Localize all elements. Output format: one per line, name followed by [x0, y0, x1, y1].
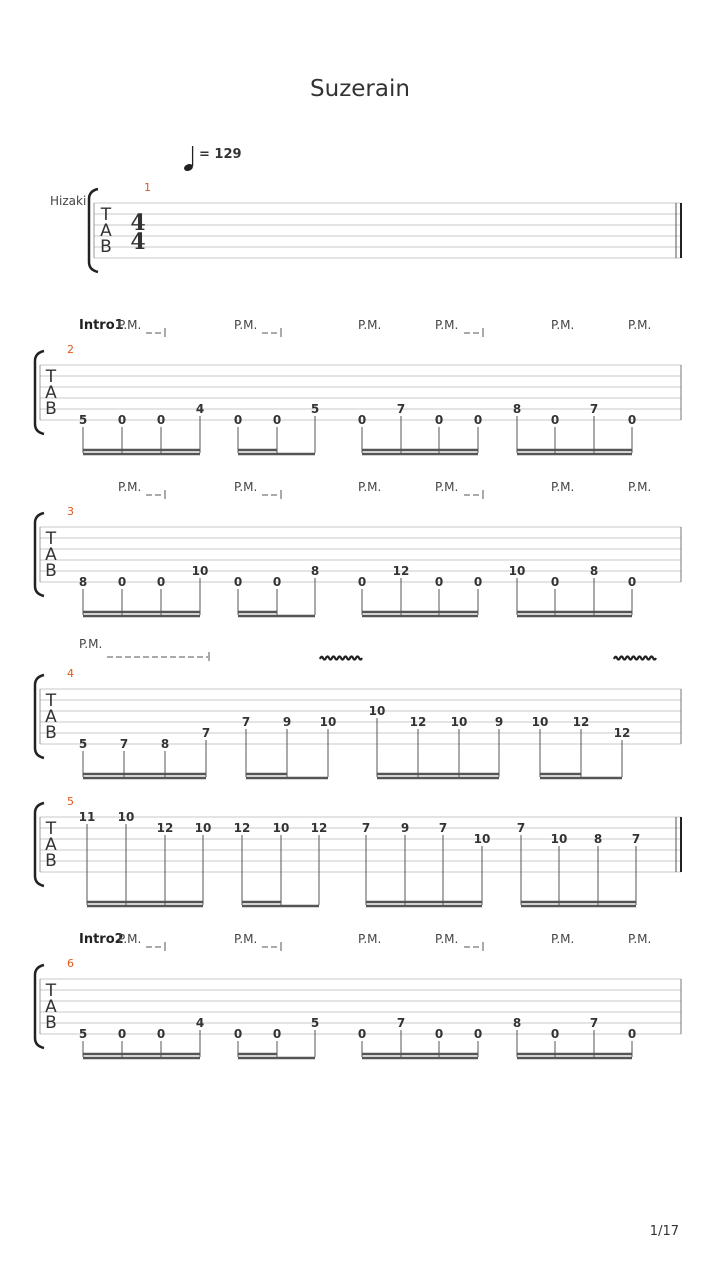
measure-number: 6: [67, 957, 74, 970]
tab-clef-letter: A: [100, 221, 112, 241]
fret-number: 10: [272, 821, 290, 835]
vibrato-wavy-line: [320, 657, 362, 660]
song-title: Suzerain: [310, 76, 410, 102]
palm-mute-label: P.M.: [551, 932, 575, 946]
tab-clef-letter: T: [100, 205, 112, 225]
fret-number: 7: [201, 726, 211, 740]
fret-number: 0: [233, 413, 243, 427]
fret-number: 5: [310, 402, 320, 416]
fret-number: 0: [156, 1027, 166, 1041]
fret-number: 10: [473, 832, 491, 846]
fret-number: 10: [319, 715, 337, 729]
tab-clef-letter: B: [45, 723, 57, 743]
tab-clef-letter: T: [45, 367, 57, 387]
fret-number: 0: [156, 413, 166, 427]
tab-clef-letter: A: [45, 383, 57, 403]
tab-clef-letter: B: [45, 561, 57, 581]
section-label: Intro2: [79, 932, 124, 947]
tab-system-2: [35, 318, 681, 454]
fret-number: 10: [531, 715, 549, 729]
time-signature-denominator: 4: [130, 229, 146, 255]
fret-number: 12: [310, 821, 328, 835]
tab-clef-letter: B: [45, 399, 57, 419]
palm-mute-label: P.M.: [435, 932, 459, 946]
fret-number: 12: [156, 821, 174, 835]
tab-clef-letter: T: [45, 691, 57, 711]
tempo-marking: [183, 146, 242, 172]
fret-number: 0: [357, 1027, 367, 1041]
section-label: Intro1: [79, 318, 124, 333]
fret-number: 9: [400, 821, 410, 835]
fret-number: 7: [361, 821, 371, 835]
fret-number: 0: [473, 413, 483, 427]
page-number: 1/17: [649, 1224, 679, 1239]
fret-number: 0: [272, 413, 282, 427]
tab-clef-letter: A: [45, 997, 57, 1017]
fret-number: 9: [282, 715, 292, 729]
measure-number: 2: [67, 343, 74, 356]
tab-system-4: [35, 637, 681, 778]
fret-number: 0: [550, 1027, 560, 1041]
tab-clef-letter: A: [45, 707, 57, 727]
fret-number: 12: [572, 715, 590, 729]
fret-number: 10: [194, 821, 212, 835]
fret-number: 7: [241, 715, 251, 729]
fret-number: 0: [627, 575, 637, 589]
tab-clef-letter: T: [45, 981, 57, 1001]
palm-mute-label: P.M.: [118, 318, 142, 332]
palm-mute-label: P.M.: [435, 480, 459, 494]
tab-clef-letter: B: [45, 1013, 57, 1033]
tab-clef-letter: A: [45, 545, 57, 565]
fret-number: 12: [233, 821, 251, 835]
fret-number: 7: [589, 1016, 599, 1030]
fret-number: 7: [119, 737, 129, 751]
measure-number: 3: [67, 505, 74, 518]
fret-number: 8: [512, 402, 522, 416]
palm-mute-label: P.M.: [358, 318, 382, 332]
palm-mute-label: P.M.: [79, 637, 103, 651]
fret-number: 0: [434, 575, 444, 589]
fret-number: 10: [508, 564, 526, 578]
fret-number: 5: [78, 413, 88, 427]
palm-mute-label: P.M.: [234, 932, 258, 946]
fret-number: 0: [627, 413, 637, 427]
fret-number: 0: [233, 575, 243, 589]
palm-mute-label: P.M.: [628, 318, 652, 332]
fret-number: 7: [589, 402, 599, 416]
fret-number: 0: [357, 575, 367, 589]
fret-number: 8: [593, 832, 603, 846]
palm-mute-label: P.M.: [358, 932, 382, 946]
fret-number: 4: [195, 1016, 205, 1030]
fret-number: 7: [438, 821, 448, 835]
fret-number: 7: [631, 832, 641, 846]
palm-mute-label: P.M.: [551, 318, 575, 332]
fret-number: 0: [473, 575, 483, 589]
fret-number: 7: [396, 402, 406, 416]
palm-mute-label: P.M.: [551, 480, 575, 494]
fret-number: 0: [117, 575, 127, 589]
fret-number: 7: [396, 1016, 406, 1030]
fret-number: 0: [550, 413, 560, 427]
fret-number: 0: [627, 1027, 637, 1041]
tab-clef-letter: B: [100, 237, 112, 257]
fret-number: 8: [512, 1016, 522, 1030]
tab-clef-letter: T: [45, 529, 57, 549]
measure-number: 1: [144, 181, 151, 194]
palm-mute-label: P.M.: [234, 318, 258, 332]
tempo-value: = 129: [199, 147, 242, 162]
fret-number: 0: [434, 413, 444, 427]
tab-clef-letter: T: [45, 819, 57, 839]
palm-mute-label: P.M.: [628, 932, 652, 946]
tab-clef-letter: B: [45, 851, 57, 871]
fret-number: 0: [117, 413, 127, 427]
fret-number: 8: [78, 575, 88, 589]
tab-clef-letter: A: [45, 835, 57, 855]
fret-number: 0: [550, 575, 560, 589]
fret-number: 8: [589, 564, 599, 578]
fret-number: 0: [434, 1027, 444, 1041]
measure-number: 4: [67, 667, 74, 680]
fret-number: 11: [78, 810, 96, 824]
palm-mute-label: P.M.: [435, 318, 459, 332]
fret-number: 7: [516, 821, 526, 835]
fret-number: 4: [195, 402, 205, 416]
fret-number: 0: [117, 1027, 127, 1041]
tab-system-3: [35, 480, 681, 616]
fret-number: 0: [233, 1027, 243, 1041]
palm-mute-label: P.M.: [628, 480, 652, 494]
fret-number: 8: [160, 737, 170, 751]
quarter-note-icon: [183, 146, 194, 172]
fret-number: 10: [550, 832, 568, 846]
fret-number: 5: [310, 1016, 320, 1030]
palm-mute-label: P.M.: [118, 932, 142, 946]
fret-number: 10: [117, 810, 135, 824]
measure-number: 5: [67, 795, 74, 808]
tab-system-5: [35, 795, 681, 906]
fret-number: 10: [191, 564, 209, 578]
fret-number: 12: [409, 715, 427, 729]
instrument-name: Hizaki: [50, 194, 87, 208]
palm-mute-label: P.M.: [358, 480, 382, 494]
fret-number: 5: [78, 737, 88, 751]
fret-number: 0: [272, 1027, 282, 1041]
vibrato-wavy-line: [614, 657, 656, 660]
fret-number: 0: [473, 1027, 483, 1041]
fret-number: 0: [357, 413, 367, 427]
time-signature-numerator: 4: [130, 210, 146, 236]
tab-system-1: [50, 181, 681, 272]
fret-number: 10: [368, 704, 386, 718]
palm-mute-label: P.M.: [234, 480, 258, 494]
fret-number: 5: [78, 1027, 88, 1041]
fret-number: 9: [494, 715, 504, 729]
palm-mute-label: P.M.: [118, 480, 142, 494]
fret-number: 0: [156, 575, 166, 589]
fret-number: 0: [272, 575, 282, 589]
tab-systems: [35, 181, 681, 1058]
fret-number: 10: [450, 715, 468, 729]
tab-system-6: [35, 932, 681, 1058]
fret-number: 8: [310, 564, 320, 578]
fret-number: 12: [613, 726, 631, 740]
fret-number: 12: [392, 564, 410, 578]
